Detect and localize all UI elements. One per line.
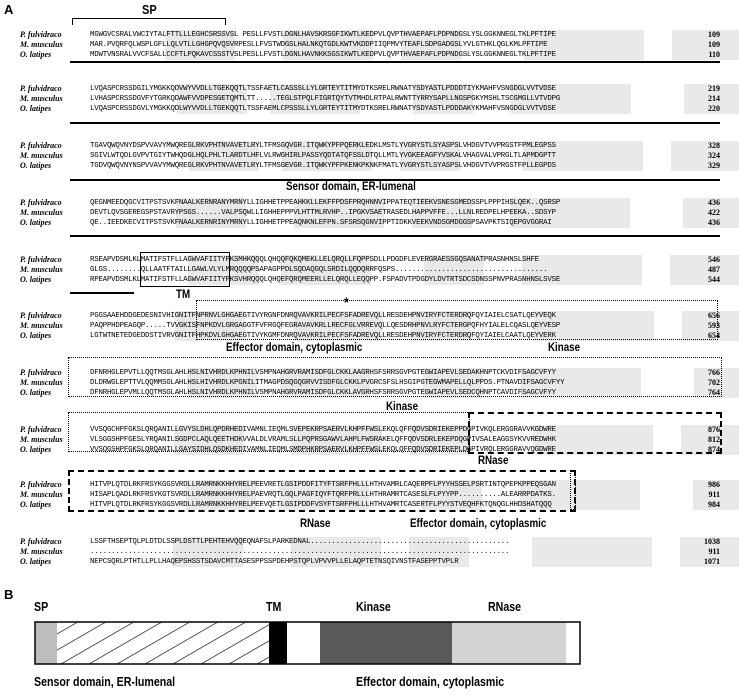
sequence-text: PGGSAAEHDDGEDESNIVHIGNITFNPRNVLGHGAEGTIVYRGNFDNRQVAVKRILPECFSFADREVQLLRESDEHPNVIRYFCTERDRQFQYIAIELCSATLQEYVEQK <box>90 312 556 320</box>
rnase-segment <box>452 622 566 664</box>
sequence-text: GLGS........QLLAATFTAILLGAWLVLYLMRQQQQPSAPAGPPDLSQDAQGQLSRDILQQDQRRFQSPS.................................... <box>90 266 548 274</box>
species-name: M. musculus <box>20 265 63 274</box>
sp-segment <box>35 622 57 664</box>
residue-number: 546 <box>708 255 720 264</box>
residue-number: 109 <box>708 40 720 49</box>
species-name: P. fulvidraco <box>20 368 62 377</box>
alignment-row <box>20 141 720 151</box>
residue-number: 220 <box>708 104 720 113</box>
residue-number: 214 <box>708 94 720 103</box>
diagram-tm-label: TM <box>266 600 282 614</box>
tm-segment <box>269 622 287 664</box>
sequence-text: DEVTLQVSGEREGSPSTAVRYPSGS......VALPSQWLLIGHHEPPPVLHTTMLRVHP..IPGKVSAETRASEDLHAPPVFFE...LLNLREDPELHPEEKA..SDSYP <box>90 209 556 217</box>
residue-number: 593 <box>708 321 720 330</box>
residue-number: 109 <box>708 30 720 39</box>
sequence-text: TGAVQWQVNYDSPVVAVYMWQREGLRKVPHTNVAVETLRYLTFMSGQVGR.ITQWKYPFPQERKLEDKLMSTLYVGRYSTLSYASPSLVHDGVTVVPRGSTFPMLEGPSS <box>90 142 556 150</box>
diagram-rnase-label: RNase <box>488 600 522 614</box>
species-name: M. musculus <box>20 490 63 499</box>
residue-number: 874 <box>708 445 720 454</box>
residue-number: 219 <box>708 84 720 93</box>
sensor-segment <box>57 622 269 664</box>
sequence-text: LVQASPCRSSDGILYMGKKQDVWYVVDLLTGEKQQTLTSSFAETLCASSSLLYLGRTEYTITMYDTKSRELRWNATYSDYASTLPDDDTIYKMAHFVSNGDGLVVTVDSE <box>90 85 556 93</box>
effector-box-1 <box>196 300 718 340</box>
residue-number: 766 <box>708 368 720 377</box>
sequence-text: RSEAPVDSMLKLMATIFSTFLLAGWVAFIITYPKSMHKQQQLQHQQFQKQMEKLLELQRQLLFQPPSDLLPDGDFLEVERGRAESSGQSANATPRASNHNSLSHFE <box>90 256 539 264</box>
star-marker: * <box>344 294 349 310</box>
species-name: O. latipes <box>20 500 52 509</box>
sequence-text: RPEAPVDSMLKLMATIFSTFLLAGWVAFIITYPKSVHRQQQLQHQEFQRQMEERLLELQRQLLEQQPP.FSPADVTPDGDYLDVTRTSDCSDNSSPNVPRASNHNSLSVSE <box>90 276 561 284</box>
alignment-row <box>20 40 720 50</box>
residue-number: 812 <box>708 435 720 444</box>
kinase-segment <box>320 622 452 664</box>
species-name: M. musculus <box>20 151 63 160</box>
species-name: M. musculus <box>20 40 63 49</box>
residue-number: 911 <box>708 547 720 556</box>
species-name: P. fulvidraco <box>20 198 62 207</box>
rnase-box-2 <box>68 470 576 512</box>
species-name: O. latipes <box>20 50 52 59</box>
sequence-text: SGIVLWTQDLGVPVTGIYTWHQDGLHQLPHLTLARDTLHFLVLRWGHIRLPASSYQDTATQFSSLDTQLLMTLYVGKEEAGFYVSKALVHAGVALVPRGLTLAPMDGPTT <box>90 152 556 160</box>
residue-number: 1071 <box>704 557 720 566</box>
species-name: P. fulvidraco <box>20 141 62 150</box>
residue-number: 911 <box>708 490 720 499</box>
residue-number: 876 <box>708 425 720 434</box>
species-name: O. latipes <box>20 445 52 454</box>
alignment-row <box>20 84 720 94</box>
residue-number: 544 <box>708 275 720 284</box>
sequence-text: VLSGGSHPFGESLYRQANILSGDPCLAQLQEETHDKVVALDLVRAMLSLLPQPRSGAWVLAHPLFWSRAKELQFFQDVSDRLEKEPDQGPIVSALEAGGSYKVVREDWHK <box>90 436 556 444</box>
sequence-text: VVSQGCHPFGKSLQRQANILLGVYSLDHLQPDRHEDIVAMNLIEQMLSVEPEKRPSAERVLKHPFFWSLEKQLQFFQDVSDRIEKEPPDGPIVKQLERGGRAVVKGDWRE <box>90 426 556 434</box>
residue-number: 654 <box>708 331 720 340</box>
diagram-sp-label: SP <box>34 600 49 614</box>
panel-b-letter: B <box>4 587 14 602</box>
sequence-text: ................................................................................................... <box>90 548 510 556</box>
block4-underline <box>70 235 720 237</box>
species-name: M. musculus <box>20 208 63 217</box>
species-name: M. musculus <box>20 547 63 556</box>
residue-number: 764 <box>708 388 720 397</box>
species-name: O. latipes <box>20 104 52 113</box>
alignment-row <box>20 198 720 208</box>
species-name: O. latipes <box>20 161 52 170</box>
sequence-text: MAR.PVQRFQLWSPLGFLLQLVTLLGHGPQVQSVRPESLLFVSTWDGSLHALNKQTGDLKWTVKDDPIIQPMVYTEAFLSDPGADGSLYVLGTHKLQGLKMLPFTIPE <box>90 41 548 49</box>
tm-box <box>140 252 230 287</box>
rnase-box-1 <box>468 412 722 454</box>
sequence-text: TGDVQWQVNYNSPVVAVYMWQREGLRKVPHTNVAVETLRYLTFMSGEVGR.ITQWKYPFPKENKPKNKFMATLYVGRYSTLSYASPSLVHDGVTVVPRGSTFPLLEGPDS <box>90 162 556 170</box>
alignment-row <box>20 537 720 547</box>
residue-number: 324 <box>708 151 720 160</box>
sp-label: SP <box>142 2 157 17</box>
sequence-text: LSSFTHSEPTQLPLDTDLSSPLDSTTLPEHTEHVQQEQNAFSLPARKEDNAL............................................... <box>90 538 510 546</box>
residue-number: 328 <box>708 141 720 150</box>
species-name: P. fulvidraco <box>20 30 62 39</box>
sequence-text: DLDRWGLEPTTVLQQMMSGLAHLHSLHIVHRDLKPGNILITMAGPDSQGQGRVVISDFGLCKKLPVGRCSFSLHSGIPGTEGWMAPELLQLPPDS.PTNAVDIFSAGCVFYY <box>90 379 565 387</box>
sequence-text: DFNRHGLEPVMLLQQTMSGLAHLHSLNIVHRDLKPHNILVSMPNAHGRVRAMISDFGLCKKLAVGRHSFSRRSGVPGTEGWIAPEVLSEDCQHNPTCAVDIFSAGCVFYY <box>90 389 556 397</box>
alignment-row <box>20 218 720 228</box>
alignment-row <box>20 208 720 218</box>
linker-segment <box>287 622 320 664</box>
residue-number: 487 <box>708 265 720 274</box>
residue-number: 436 <box>708 218 720 227</box>
species-name: M. musculus <box>20 435 63 444</box>
effector-end-marker <box>570 470 576 510</box>
species-name: P. fulvidraco <box>20 480 62 489</box>
alignment-row <box>20 255 720 265</box>
block1-underline <box>70 61 720 63</box>
sequence-text: LVQASPCRSSDGVLYMGKKQDLWYVVDLLTGEKQQTLTSSFAEMLCPSSSLLYLGRTEYTITMYDTKSRELRWNATYSDYASTLPDDDAKYKMAHFVSNGDGLVVTVDSE <box>90 105 556 113</box>
sequence-text: QEGNMEEDQGCVITPSTSVKFNAALKERNRANYMRNYLLIGHHETPPEAHKKLLEKFFPDSFPRQHNNVIPPATEQTIEEKVSNESGMEDSSPLPPPIHSLQEK..QSRSP <box>90 199 561 207</box>
species-name: M. musculus <box>20 321 63 330</box>
sp-bracket <box>72 18 226 25</box>
residue-number: 702 <box>708 378 720 387</box>
species-name: O. latipes <box>20 218 52 227</box>
sequence-text: PAQPPHDPEAGQP.....TVVGKISFNPKDVLGRGAGGTFVFRGQFEGRAVAVKRLLRECFGLVRREVQLLQESDRHPNVLRYFCTERGPQFHYIALELCQASLQEYVESP <box>90 322 561 330</box>
kinase-label-2: Kinase <box>386 401 419 413</box>
sequence-text: QE..IEEDKECVITPSTSVKFNAALKERNRINYMRNYLLIGHHETPPEAQNKNLEFPN.SFSRSQGNVIPPTIDKKVEEKVNDSGMDGGSPSAVPKTSIQEPGVGGRAI <box>90 219 552 227</box>
alignment-row <box>20 547 720 557</box>
sequence-text: HITVPLQTDLRKFRSYKGGSVRDLLRAMRNKKHHYRELPEEVRETLGSIPDDFITYFTSRFPHLLLHTHVAMRLCAQERPFLPYYHSSELPSRTINTQPEPKPPEQSGAN <box>90 481 556 489</box>
residue-number: 110 <box>708 50 720 59</box>
sequence-text: VVSQGSHPFGKSLQRQANILLGAYSIDHLQSDKHEDIVAMNLIEQMLSMDPHKRPSAERVLKHPFFWSLEKQLQFFQDVSDRIEKEPLDGPIVRQLERGGRAVVQGDWRE <box>90 446 556 454</box>
residue-number: 436 <box>708 198 720 207</box>
sequence-text: NEPCSQRLPTHTLLPLLHAQEPSHSSTSDAVCMTTASESPPSSPDEHPSTQPLVPVVPLLELAQPTETNSQIVNSTFASEPPTVPLR <box>90 558 459 566</box>
species-name: P. fulvidraco <box>20 84 62 93</box>
species-name: O. latipes <box>20 557 52 566</box>
species-name: P. fulvidraco <box>20 255 62 264</box>
species-name: P. fulvidraco <box>20 537 62 546</box>
diagram-kinase-label: Kinase <box>356 600 391 614</box>
panel-a-letter: A <box>4 2 14 17</box>
sequence-text: LVHASPCRSSDGVFYTGRKQDAWFVVDPESGETQMTLTT.....TEGLSTPQLFIGRTQYTVTMHDLRTPALRWNTTYRRYSAPLLNGSPGKYMSHLTSCGMGLLVTVDPG <box>90 95 561 103</box>
kinase-label-1: Kinase <box>548 342 581 354</box>
tail-segment <box>566 622 580 664</box>
sequence-text: MGWGVCSRALVWCIYTALFTTLLLEGHCSRSSVSL PESLLFVSTLDGNLHAVSKRSGFIKWTLKEDPVLQVPTHVAEPAFLPDPNDGSLYSLGGKNNEGLTKLPFTIPE <box>90 31 556 39</box>
block2-underline <box>70 122 720 124</box>
residue-number: 422 <box>708 208 720 217</box>
sequence-text: MDWTVNSRALVVCFSALLCCFTLPQKAVCSSSTVSLPESLLFVSTLDGNLHAVNKKSGSIKWTLKEDPVLQVPTHVAEPAFLPDPNDGSLYSLGGKNNEGLTKLPFTIPE <box>90 51 556 59</box>
alignment-row <box>20 104 720 114</box>
alignment-row <box>20 50 720 60</box>
species-name: P. fulvidraco <box>20 425 62 434</box>
residue-number: 329 <box>708 161 720 170</box>
sequence-text: LGTWTNETEDGEDDSTIVRVGNITFHPKDVLGHGAEGTIVYKGMFDNRQVAVKRILPECFSFADREVQLLRESDEHPNVIRYFCTERDRQFQYIAIELCAATLQEYVERK <box>90 332 556 340</box>
alignment-row <box>20 30 720 40</box>
rnase-label-2: RNase <box>300 518 331 530</box>
sensor-domain-label: Sensor domain, ER-lumenal <box>286 181 416 193</box>
kinase-box-1 <box>68 357 722 397</box>
species-name: P. fulvidraco <box>20 311 62 320</box>
rnase-label-1: RNase <box>478 455 509 467</box>
residue-number: 656 <box>708 311 720 320</box>
alignment-row <box>20 265 720 275</box>
sequence-text: HISAPLQADLRKFRSYKGTSVRDLLRAMRNKKHHYRELPAEVRQTLGQLPAGFIQYFTQRFPRLLLHTHRAMRTCASESLFLPYYPP..........ALEARRPDATKS. <box>90 491 556 499</box>
species-name: M. musculus <box>20 378 63 387</box>
species-name: M. musculus <box>20 94 63 103</box>
block5-underline <box>70 292 134 294</box>
domain-diagram <box>0 618 739 668</box>
tm-label: TM <box>176 289 191 301</box>
alignment-row <box>20 557 720 567</box>
alignment-row <box>20 151 720 161</box>
species-name: O. latipes <box>20 331 52 340</box>
sequence-text: HITVPLQTDLRKFRSYKGGSVRDLLRAMRNKKHHYRELPEEVQETLGSIPDDFVSYFTSRFPHLLLHTHVAMRTCASERTFLPYYSTVEQHFKTQNQGLHHDSHATQQQ <box>90 501 552 509</box>
alignment-row <box>20 94 720 104</box>
effector-domain-label-2: Effector domain, cytoplasmic <box>410 518 547 530</box>
species-name: O. latipes <box>20 388 52 397</box>
kinase-box-2 <box>68 412 470 452</box>
diagram-effector-label: Effector domain, cytoplasmic <box>356 675 505 689</box>
alignment-row <box>20 161 720 171</box>
alignment-row <box>20 275 720 285</box>
species-name: O. latipes <box>20 275 52 284</box>
residue-number: 984 <box>708 500 720 509</box>
residue-number: 986 <box>708 480 720 489</box>
sequence-text: DFNRHGLEPVTLLQQTMSGLAHLHSLNIVHRDLKPHNILVSMPNAHGRVRAMISDFGLCKKLAAGRHSFSRRSGVPGTEGWIAPEVLSEDAKHNPTCKVDIFSAGCVFYY <box>90 369 556 377</box>
effector-domain-label-1: Effector domain, cytoplasmic <box>226 342 363 354</box>
diagram-sensor-label: Sensor domain, ER-lumenal <box>34 675 176 689</box>
residue-number: 1038 <box>704 537 720 546</box>
